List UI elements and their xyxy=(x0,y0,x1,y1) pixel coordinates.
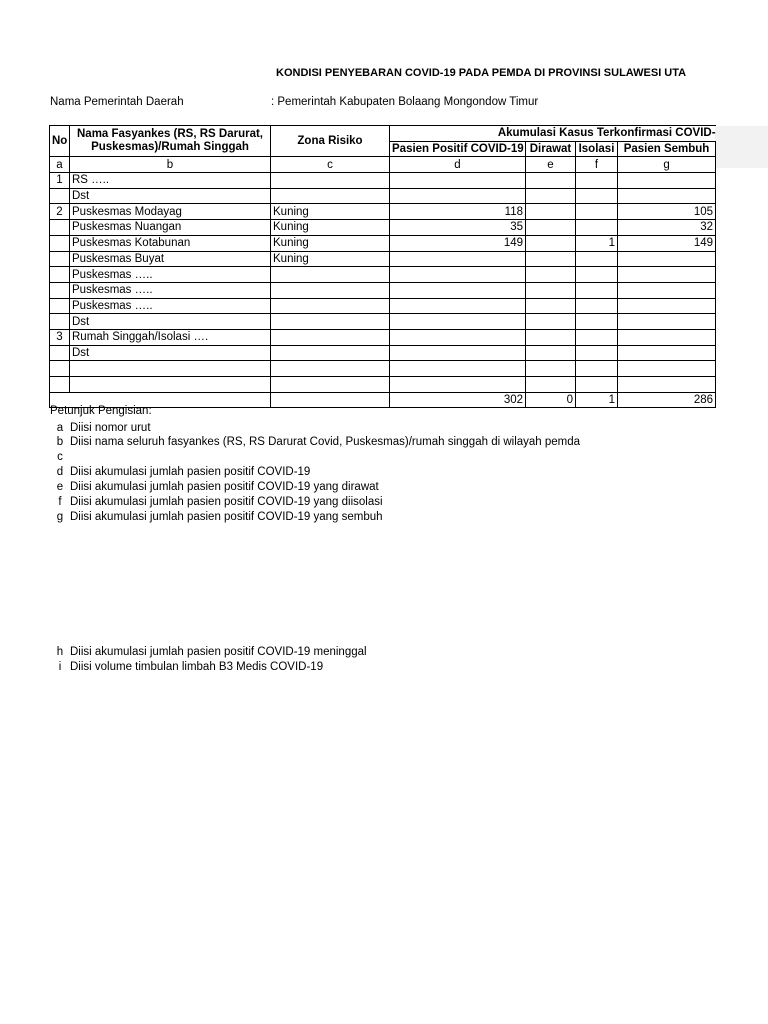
header-pasien-positif: Pasien Positif COVID-19 xyxy=(390,141,526,157)
table-row xyxy=(50,267,716,283)
petunjuk-item xyxy=(50,646,367,658)
cell-isolasi xyxy=(576,267,618,283)
cell-nama: Puskesmas Nuangan xyxy=(70,220,271,236)
cell-isolasi xyxy=(576,220,618,236)
cell-isolasi xyxy=(576,188,618,204)
cell-pasien-sembuh xyxy=(618,329,716,345)
header-dirawat: Dirawat xyxy=(526,141,576,157)
cell-pasien-sembuh xyxy=(618,314,716,330)
cell-nama: Puskesmas Kotabunan xyxy=(70,235,271,251)
cell-pasien-sembuh: 105 xyxy=(618,204,716,220)
table-row xyxy=(50,314,716,330)
petunjuk-item xyxy=(50,466,310,478)
cell-pasien-positif xyxy=(390,345,526,361)
cell-nama: Dst xyxy=(70,188,271,204)
cell-pasien-sembuh xyxy=(618,377,716,393)
cell-dirawat xyxy=(526,377,576,393)
total-dirawat: 0 xyxy=(526,392,576,408)
cell-nama: Puskesmas Modayag xyxy=(70,204,271,220)
table-row xyxy=(50,173,716,189)
cell-pasien-sembuh xyxy=(618,251,716,267)
cell-no xyxy=(50,188,70,204)
table-body xyxy=(50,173,716,393)
petunjuk-letter: g xyxy=(56,511,64,523)
cell-isolasi xyxy=(576,361,618,377)
cell-pasien-positif xyxy=(390,173,526,189)
petunjuk-item xyxy=(50,422,151,434)
cell-no: 2 xyxy=(50,204,70,220)
cell-pasien-positif: 149 xyxy=(390,235,526,251)
cell-pasien-positif xyxy=(390,329,526,345)
grey-cell-strip xyxy=(715,126,768,168)
petunjuk-letter: b xyxy=(56,436,64,448)
petunjuk-text: Diisi akumulasi jumlah pasien positif COVID-19 meninggal xyxy=(70,646,367,658)
cell-nama: Rumah Singgah/Isolasi …. xyxy=(70,329,271,345)
cell-isolasi xyxy=(576,251,618,267)
petunjuk-letter: c xyxy=(57,451,63,463)
cell-no xyxy=(50,345,70,361)
cell-isolasi xyxy=(576,329,618,345)
letter-cell: f xyxy=(576,157,618,173)
cell-dirawat xyxy=(526,220,576,236)
cell-isolasi: 1 xyxy=(576,235,618,251)
header-no: No xyxy=(50,126,70,157)
letter-cell: a xyxy=(50,157,70,173)
header-pasien-sembuh: Pasien Sembuh xyxy=(618,141,716,157)
petunjuk-item xyxy=(50,661,323,673)
cell-nama xyxy=(70,377,271,393)
table-row xyxy=(50,345,716,361)
cell-pasien-sembuh xyxy=(618,267,716,283)
header-isolasi: Isolasi xyxy=(576,141,618,157)
petunjuk-item xyxy=(50,496,383,508)
header-nama: Nama Fasyankes (RS, RS Darurat, Puskesmas)/Rumah Singgah xyxy=(70,126,271,157)
cell-zona xyxy=(271,298,390,314)
cell-pasien-positif xyxy=(390,267,526,283)
petunjuk-letter: d xyxy=(56,466,64,478)
petunjuk-item xyxy=(50,511,383,523)
cell-zona xyxy=(271,361,390,377)
cell-nama xyxy=(70,361,271,377)
cell-dirawat xyxy=(526,298,576,314)
petunjuk-letter: e xyxy=(56,481,64,493)
data-table xyxy=(49,125,716,408)
cell-no xyxy=(50,298,70,314)
cell-no xyxy=(50,220,70,236)
cell-no: 1 xyxy=(50,173,70,189)
header-akumulasi: Akumulasi Kasus Terkonfirmasi COVID- xyxy=(390,126,716,142)
total-isolasi: 1 xyxy=(576,392,618,408)
header-zona: Zona Risiko xyxy=(271,126,390,157)
cell-zona xyxy=(271,377,390,393)
cell-pasien-sembuh xyxy=(618,345,716,361)
cell-pasien-positif xyxy=(390,251,526,267)
document-title: KONDISI PENYEBARAN COVID-19 PADA PEMDA DI PROVINSI SULAWESI UTA xyxy=(276,67,687,79)
cell-zona: Kuning xyxy=(271,220,390,236)
petunjuk-text: Diisi volume timbulan limbah B3 Medis COVID-19 xyxy=(70,661,324,673)
table-row xyxy=(50,329,716,345)
cell-nama: Dst xyxy=(70,314,271,330)
cell-dirawat xyxy=(526,188,576,204)
cell-pasien-positif xyxy=(390,188,526,204)
petunjuk-letter: a xyxy=(56,422,64,434)
cell-zona xyxy=(271,267,390,283)
cell-pasien-positif xyxy=(390,282,526,298)
cell-isolasi xyxy=(576,204,618,220)
cell-zona xyxy=(271,282,390,298)
table-row xyxy=(50,298,716,314)
cell-dirawat xyxy=(526,314,576,330)
cell-zona: Kuning xyxy=(271,251,390,267)
cell-pasien-sembuh: 149 xyxy=(618,235,716,251)
cell-pasien-sembuh xyxy=(618,361,716,377)
cell-isolasi xyxy=(576,314,618,330)
cell-pasien-sembuh xyxy=(618,188,716,204)
table-row xyxy=(50,220,716,236)
cell-pasien-positif xyxy=(390,377,526,393)
total-pasien-positif: 302 xyxy=(390,392,526,408)
cell-pasien-sembuh: 32 xyxy=(618,220,716,236)
cell-zona xyxy=(271,329,390,345)
petunjuk-text: Diisi akumulasi jumlah pasien positif COVID-19 xyxy=(70,466,311,478)
cell-zona: Kuning xyxy=(271,235,390,251)
petunjuk-text: Diisi nama seluruh fasyankes (RS, RS Darurat Covid, Puskesmas)/rumah singgah di wilayah pemda xyxy=(70,436,581,448)
cell-isolasi xyxy=(576,282,618,298)
table-row xyxy=(50,235,716,251)
pemda-label: Nama Pemerintah Daerah xyxy=(50,96,184,108)
cell-isolasi xyxy=(576,173,618,189)
data-table-wrapper xyxy=(49,125,716,407)
cell-dirawat xyxy=(526,251,576,267)
totals-zona-cell xyxy=(271,392,390,408)
total-pasien-sembuh: 286 xyxy=(618,392,716,408)
cell-dirawat xyxy=(526,267,576,283)
cell-zona: Kuning xyxy=(271,204,390,220)
cell-isolasi xyxy=(576,377,618,393)
letter-cell: b xyxy=(70,157,271,173)
cell-pasien-positif: 35 xyxy=(390,220,526,236)
cell-dirawat xyxy=(526,282,576,298)
cell-pasien-positif: 118 xyxy=(390,204,526,220)
petunjuk-text: Diisi nomor urut xyxy=(70,422,151,434)
cell-pasien-sembuh xyxy=(618,298,716,314)
petunjuk-title: Petunjuk Pengisian: xyxy=(50,405,152,417)
cell-zona xyxy=(271,173,390,189)
petunjuk-item xyxy=(50,451,70,463)
cell-isolasi xyxy=(576,345,618,361)
letter-cell: g xyxy=(618,157,716,173)
table-row xyxy=(50,282,716,298)
cell-pasien-positif xyxy=(390,361,526,377)
cell-pasien-sembuh xyxy=(618,173,716,189)
table-row xyxy=(50,361,716,377)
petunjuk-letter: f xyxy=(58,496,62,508)
cell-pasien-positif xyxy=(390,298,526,314)
cell-no xyxy=(50,251,70,267)
cell-dirawat xyxy=(526,235,576,251)
letter-cell: c xyxy=(271,157,390,173)
cell-no: 3 xyxy=(50,329,70,345)
cell-dirawat xyxy=(526,173,576,189)
cell-no xyxy=(50,361,70,377)
cell-nama: RS ….. xyxy=(70,173,271,189)
petunjuk-text: Diisi akumulasi jumlah pasien positif COVID-19 yang dirawat xyxy=(70,481,379,493)
cell-pasien-positif xyxy=(390,314,526,330)
cell-no xyxy=(50,282,70,298)
cell-dirawat xyxy=(526,345,576,361)
cell-dirawat xyxy=(526,361,576,377)
letter-cell: e xyxy=(526,157,576,173)
cell-nama: Puskesmas Buyat xyxy=(70,251,271,267)
pemda-value: : Pemerintah Kabupaten Bolaang Mongondow Timur xyxy=(271,96,539,108)
cell-dirawat xyxy=(526,329,576,345)
cell-no xyxy=(50,377,70,393)
cell-no xyxy=(50,314,70,330)
letter-row xyxy=(50,157,716,173)
cell-no xyxy=(50,235,70,251)
table-row xyxy=(50,188,716,204)
cell-isolasi xyxy=(576,298,618,314)
table-row xyxy=(50,251,716,267)
petunjuk-item xyxy=(50,436,580,448)
cell-zona xyxy=(271,314,390,330)
cell-zona xyxy=(271,345,390,361)
petunjuk-letter: h xyxy=(56,646,64,658)
table-row xyxy=(50,377,716,393)
cell-pasien-sembuh xyxy=(618,282,716,298)
cell-nama: Puskesmas ….. xyxy=(70,298,271,314)
letter-cell: d xyxy=(390,157,526,173)
cell-dirawat xyxy=(526,204,576,220)
cell-no xyxy=(50,267,70,283)
cell-nama: Puskesmas ….. xyxy=(70,282,271,298)
cell-nama: Dst xyxy=(70,345,271,361)
cell-nama: Puskesmas ….. xyxy=(70,267,271,283)
cell-zona xyxy=(271,188,390,204)
petunjuk-text: Diisi akumulasi jumlah pasien positif COVID-19 yang diisolasi xyxy=(70,496,383,508)
petunjuk-item xyxy=(50,481,379,493)
petunjuk-letter: i xyxy=(58,661,62,673)
petunjuk-text: Diisi akumulasi jumlah pasien positif COVID-19 yang sembuh xyxy=(70,511,383,523)
table-row xyxy=(50,204,716,220)
